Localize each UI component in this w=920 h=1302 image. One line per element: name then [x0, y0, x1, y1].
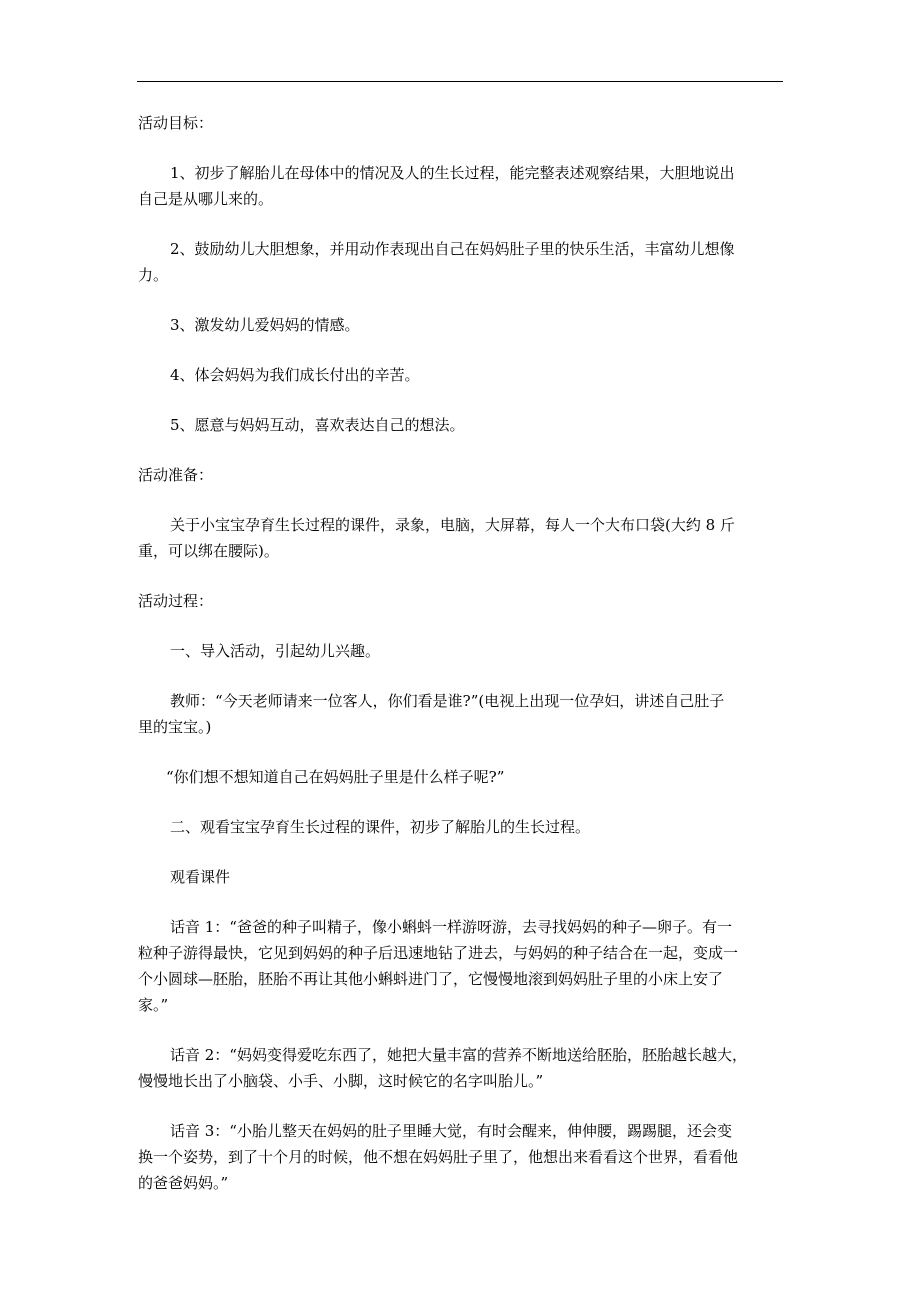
header-rule [137, 81, 783, 82]
narration-1-line-2: 粒种子游得最快，它见到妈妈的种子后迅速地钻了进去，与妈妈的种子结合在一起，变成一 [138, 944, 739, 962]
teacher-dialogue: 教师：“今天老师请来一位客人，你们看是谁?”(电视上出现一位孕妇，讲述自己肚子 [170, 692, 725, 710]
watch-courseware: 观看课件 [170, 868, 231, 886]
goal-item-1-cont: 自己是从哪儿来的。 [138, 190, 274, 208]
preparation-text-cont: 重，可以绑在腰际)。 [138, 542, 279, 560]
narration-1-line-3: 个小圆球—胚胎，胚胎不再让其他小蝌蚪进门了，它慢慢地滚到妈妈肚子里的小床上安了 [138, 970, 724, 988]
section-heading-preparation: 活动准备： [138, 466, 214, 484]
section-goals [138, 110, 786, 462]
section-process [138, 588, 786, 1196]
narration-3-line-2: 换一个姿势，到了十个月的时候，他不想在妈妈肚子里了，他想出来看看这个世界，看看他 [138, 1148, 739, 1166]
narration-3: 话音 3：“小胎儿整天在妈妈的肚子里睡大觉，有时会醒来，伸伸腰，踢踢腿，还会变 [170, 1122, 732, 1140]
process-step-2: 二、观看宝宝孕育生长过程的课件，初步了解胎儿的生长过程。 [170, 818, 591, 836]
section-heading-goals: 活动目标： [138, 114, 214, 132]
narration-1-line-4: 家。” [138, 996, 169, 1014]
section-preparation [138, 462, 786, 588]
goal-item-5: 5、愿意与妈妈互动，喜欢表达自己的想法。 [170, 416, 465, 434]
narration-2-line-2: 慢慢地长出了小脑袋、小手、小脚，这时候它的名字叫胎儿。” [138, 1072, 544, 1090]
goal-item-2: 2、鼓励幼儿大胆想象，并用动作表现出自己在妈妈肚子里的快乐生活，丰富幼儿想像 [170, 240, 735, 258]
section-heading-process: 活动过程： [138, 592, 214, 610]
preparation-text: 关于小宝宝孕育生长过程的课件，录象，电脑，大屏幕，每人一个大布口袋(大约 8 斤 [170, 516, 735, 534]
narration-2: 话音 2：“妈妈变得爱吃东西了，她把大量丰富的营养不断地送给胚胎，胚胎越长越大， [170, 1046, 747, 1064]
teacher-dialogue-cont: 里的宝宝。) [138, 718, 212, 736]
goal-item-3: 3、激发幼儿爱妈妈的情感。 [170, 316, 360, 334]
document-body [138, 110, 786, 1196]
narration-1: 话音 1：“爸爸的种子叫精子，像小蝌蚪一样游呀游，去寻找妈妈的种子—卵子。有一 [170, 918, 732, 936]
narration-3-line-3: 的爸爸妈妈。” [138, 1174, 229, 1192]
teacher-question: “你们想不想知道自己在妈妈肚子里是什么样子呢?” [166, 768, 505, 786]
goal-item-4: 4、体会妈妈为我们成长付出的辛苦。 [170, 366, 420, 384]
process-step-1: 一、导入活动，引起幼儿兴趣。 [170, 642, 381, 660]
goal-item-2-cont: 力。 [138, 266, 169, 284]
goal-item-1: 1、初步了解胎儿在母体中的情况及人的生长过程，能完整表述观察结果，大胆地说出 [170, 164, 735, 182]
